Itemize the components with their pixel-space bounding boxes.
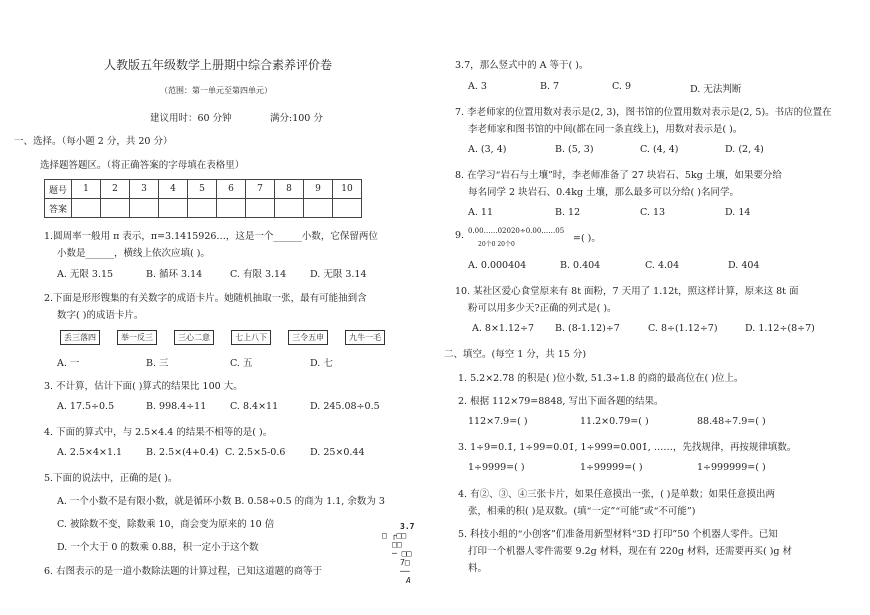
question-9-option-b[interactable]: B. 0.404 xyxy=(560,260,601,271)
question-6-option-a[interactable]: A. 3 xyxy=(468,81,487,92)
question-8-option-b[interactable]: B. 12 xyxy=(555,207,581,218)
fill-question-2-item[interactable]: 88.48÷7.9=( ) xyxy=(697,416,766,427)
fill-question-3-item[interactable]: 1÷99999=( ) xyxy=(580,462,643,473)
table-header-cell: 5 xyxy=(188,180,217,199)
question-3-option-d[interactable]: D. 245.08÷0.5 xyxy=(310,401,380,412)
fill-question-5-line-3: 料。 xyxy=(468,563,488,574)
division-figure xyxy=(382,522,414,585)
answer-cell[interactable] xyxy=(130,199,159,218)
question-4-option-d[interactable]: D. 25×0.44 xyxy=(310,447,365,458)
question-6-option-c[interactable]: C. 9 xyxy=(612,81,632,92)
table-header-cell: 9 xyxy=(304,180,333,199)
fill-question-1: 1. 5.2×2.78 的积是( )位小数, 51.3÷1.8 的商的最高位在( )位上。 xyxy=(458,373,744,384)
idiom-card: 丢三落四 xyxy=(60,330,100,345)
question-7-line-1: 7. 李老师家的位置用数对表示是(2, 3)，图书馆的位置用数对表示是(2, 5)。书店的位置在 xyxy=(455,107,832,118)
question-7-option-d[interactable]: D. (2, 4) xyxy=(725,144,764,155)
fill-question-4-line-2: 张，相乘的积( )是双数。(填“一定”“可能”或“不可能”) xyxy=(468,506,696,517)
division-row: □□ xyxy=(392,540,402,549)
idiom-card: 九牛一毛 xyxy=(345,330,385,345)
question-5-option-c[interactable]: C. 被除数不变，除数乘 10，商会变为原来的 10 倍 xyxy=(57,519,275,530)
question-4-option-a[interactable]: A. 2.5×4×1.1 xyxy=(57,447,123,458)
table-header-cell: 2 xyxy=(101,180,130,199)
fill-question-5-line-2: 打印一个机器人零件需要 9.2g 材料，现在有 220g 材料，还需要再买( )g 材 xyxy=(468,546,793,557)
answer-row-label: 答案 xyxy=(45,199,72,218)
question-2-option-a[interactable]: A. 一 xyxy=(57,358,80,369)
question-1-option-d[interactable]: D. 无限 3.14 xyxy=(310,269,367,280)
question-6-line-2: 3.7，那么竖式中的 A 等于( )。 xyxy=(455,60,589,71)
question-2-line-1: 2.下面是形形锼集的有关数字的成语卡片。她随机抽取一张，最有可能抽到含 xyxy=(44,293,367,304)
table-header-cell: 6 xyxy=(217,180,246,199)
question-9-option-a[interactable]: A. 0.000404 xyxy=(468,260,527,271)
question-9-number: 9. xyxy=(455,230,465,241)
answer-cell[interactable] xyxy=(275,199,304,218)
table-header-cell: 1 xyxy=(72,180,101,199)
question-6-line-1: 6. 右图表示的是一道小数除法题的计算过程，已知这道题的商等于 xyxy=(44,566,323,577)
fill-question-3-item[interactable]: 1÷9999=( ) xyxy=(468,462,525,473)
question-10-line-2: 粉可以用多少天?正确的列式是( )。 xyxy=(468,303,617,314)
question-1-line-2: 小数是______，横线上依次应填( )。 xyxy=(57,248,210,259)
question-5-option-d[interactable]: D. 一个大于 0 的数乘 0.88，积一定小于这个数 xyxy=(57,542,259,553)
answer-cell[interactable] xyxy=(188,199,217,218)
question-2-option-d[interactable]: D. 七 xyxy=(310,358,333,369)
question-6-option-b[interactable]: B. 7 xyxy=(540,81,560,92)
idiom-card: 七上八下 xyxy=(231,330,271,345)
answer-cell[interactable] xyxy=(246,199,275,218)
fill-question-3-item[interactable]: 1÷999999=( ) xyxy=(697,462,766,473)
question-4-option-b[interactable]: B. 2.5×(4+0.4) xyxy=(146,447,219,458)
question-8-option-c[interactable]: C. 13 xyxy=(640,207,666,218)
table-header-cell: 4 xyxy=(159,180,188,199)
question-8-line-2: 每名同学 2 块岩石、0.4kg 土壤，那么最多可以分给( )名同学。 xyxy=(468,187,739,198)
question-9-underbrace-labels: 20个0 20个0 xyxy=(478,241,515,248)
question-4-option-c[interactable]: C. 2.5×5-0.6 xyxy=(225,447,286,458)
question-6-option-d[interactable]: D. 无法判断 xyxy=(690,84,742,95)
answer-table xyxy=(44,179,362,218)
table-header-cell: 题号 xyxy=(45,180,72,199)
fill-question-5-line-1: 5. 科技小组的“小创客”们准备用新型材料“3D 打印”50 个机器人零件。已知 xyxy=(458,529,778,540)
question-8-option-a[interactable]: A. 11 xyxy=(468,207,493,218)
answer-table-header-row xyxy=(45,180,362,199)
answer-cell[interactable] xyxy=(72,199,101,218)
division-row: □ ┌□□ xyxy=(382,531,407,540)
question-3-option-c[interactable]: C. 8.4×11 xyxy=(230,401,279,412)
question-9-tail: =( )。 xyxy=(573,233,601,244)
question-1-option-b[interactable]: B. 循环 3.14 xyxy=(146,269,203,280)
question-5-options-a-b[interactable]: A. 一个小数不是有限小数，就是循环小数 B. 0.58÷0.5 的商为 1.1, 余数为 3 xyxy=(57,496,385,507)
question-1-option-a[interactable]: A. 无限 3.15 xyxy=(57,269,114,280)
question-1-line-1: 1.圆周率一般用 π 表示，π=3.1415926…，这是一个______小数，它保留两位 xyxy=(44,231,378,242)
fill-question-4-line-1: 4. 有②、③、④三张卡片，如果任意摸出一张，( )是单数；如果任意摸出两 xyxy=(458,489,776,500)
division-row: ─ □□ xyxy=(392,549,412,558)
table-header-cell: 7 xyxy=(246,180,275,199)
question-4: 4. 下面的算式中，与 2.5×4.4 的结果不相等的是( )。 xyxy=(44,427,273,438)
section-1-heading: 一、选择。（每小题 2 分，共 20 分） xyxy=(14,136,173,147)
question-10-option-b[interactable]: B. (8-1.12)÷7 xyxy=(555,323,620,334)
table-header-cell: 8 xyxy=(275,180,304,199)
division-row: 7□ xyxy=(400,558,410,567)
answer-cell[interactable] xyxy=(101,199,130,218)
table-header-cell: 10 xyxy=(333,180,362,199)
answer-cell[interactable] xyxy=(159,199,188,218)
fill-question-2-item[interactable]: 112×7.9=( ) xyxy=(468,416,528,427)
question-9-expression: 0.00……02020÷0.00……05 xyxy=(468,227,565,235)
answer-cell[interactable] xyxy=(333,199,362,218)
question-5: 5.下面的说法中，正确的是( )。 xyxy=(44,473,178,484)
idiom-card: 三令五申 xyxy=(288,330,328,345)
table-header-cell: 3 xyxy=(130,180,159,199)
exam-scope: （范围：第一单元至第四单元） xyxy=(160,86,272,95)
idiom-cards xyxy=(60,330,399,345)
question-8-line-1: 8. 在学习“岩石与土壤”时，李老师准备了 27 块岩石、5kg 土壤，如果要分给 xyxy=(455,170,782,181)
answer-cell[interactable] xyxy=(304,199,333,218)
fill-question-2-item[interactable]: 11.2×0.79=( ) xyxy=(580,416,649,427)
division-row: ── xyxy=(400,567,410,576)
fill-question-3: 3. 1÷9=0.1̇, 1÷99=0.0̇1̇, 1÷999=0.0̇01̇, ……，先找规律，再按规律填数。 xyxy=(458,442,797,453)
idiom-card: 举一反三 xyxy=(117,330,157,345)
suggested-time: 建议用时：60 分钟 xyxy=(150,113,232,124)
question-8-option-d[interactable]: D. 14 xyxy=(725,207,751,218)
question-10-option-c[interactable]: C. 8÷(1.12÷7) xyxy=(648,323,718,334)
question-3-option-b[interactable]: B. 998.4÷11 xyxy=(146,401,207,412)
answer-cell[interactable] xyxy=(217,199,246,218)
page-title: 人教版五年级数学上册期中综合素养评价卷 xyxy=(104,58,333,72)
division-quotient: 3.7 xyxy=(400,522,415,531)
answer-table-answer-row xyxy=(45,199,362,218)
question-2-option-b[interactable]: B. 三 xyxy=(146,358,169,369)
division-remainder: A xyxy=(406,576,411,585)
fill-question-2: 2. 根据 112×79=8848, 写出下面各题的结果。 xyxy=(458,396,664,407)
question-10-option-d[interactable]: D. 1.12÷(8÷7) xyxy=(745,323,815,334)
question-1-option-c[interactable]: C. 有限 3.14 xyxy=(230,269,287,280)
idiom-card: 三心二意 xyxy=(174,330,214,345)
question-3: 3. 不计算，估计下面( )算式的结果比 100 大。 xyxy=(44,381,243,392)
answer-area-instructions: 选择题答题区。（将正确答案的字母填在表格里） xyxy=(40,160,245,171)
question-7-option-b[interactable]: B. (5, 3) xyxy=(555,144,594,155)
question-3-option-a[interactable]: A. 17.5÷0.5 xyxy=(57,401,115,412)
question-2-option-c[interactable]: C. 五 xyxy=(230,358,253,369)
question-7-option-c[interactable]: C. (4, 4) xyxy=(640,144,679,155)
full-score: 满分:100 分 xyxy=(270,113,323,124)
question-7-option-a[interactable]: A. (3, 4) xyxy=(468,144,507,155)
question-9-option-c[interactable]: C. 4.04 xyxy=(645,260,680,271)
question-2-line-2: 数字( )的成语卡片。 xyxy=(57,310,144,321)
section-2-heading: 二、填空。(每空 1 分，共 15 分) xyxy=(444,349,587,360)
question-9-option-d[interactable]: D. 404 xyxy=(728,260,760,271)
question-10-option-a[interactable]: A. 8×1.12÷7 xyxy=(472,323,535,334)
question-7-line-2: 李老师家和图书馆的中间(都在同一条直线上)，用数对表示是( )。 xyxy=(468,124,743,135)
question-10-line-1: 10. 某社区爱心食堂原来有 8t 面粉，7 天用了 1.12t，照这样计算，原来这 8t 面 xyxy=(455,286,799,297)
